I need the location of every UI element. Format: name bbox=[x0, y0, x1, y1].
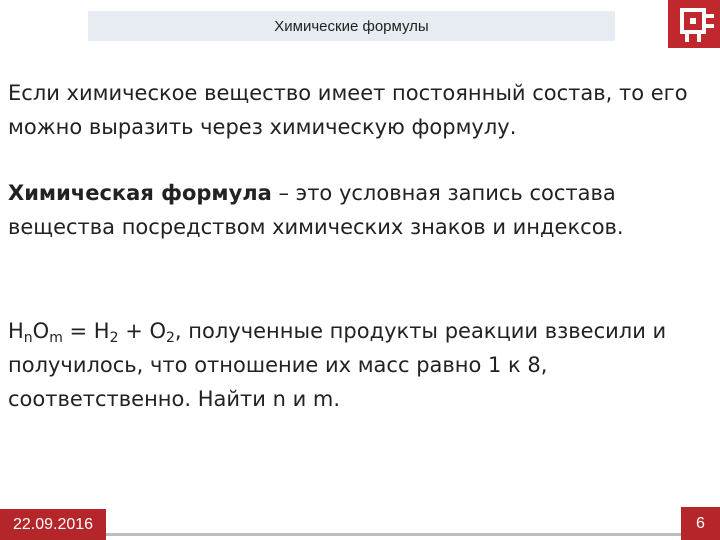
formula-o: O bbox=[32, 319, 50, 343]
definition-term: Химическая формула bbox=[8, 181, 272, 205]
intro-paragraph: Если химическое вещество имеет постоянный состав, то его можно выразить через химическую формулу. bbox=[8, 81, 688, 139]
formula-h: H bbox=[8, 319, 24, 343]
formula-paragraph bbox=[8, 314, 708, 416]
definition-paragraph bbox=[8, 176, 708, 244]
slide-date: 22.09.2016 bbox=[0, 509, 106, 540]
slide-title: Химические формулы bbox=[88, 11, 615, 41]
formula-o2-index: 2 bbox=[166, 330, 175, 346]
formula-o-index: m bbox=[49, 330, 63, 346]
formula-description: , полученные продукты реакции взвесили и получилось, что отношение их масс равно 1 к 8, соответственно. Найти n и m. bbox=[8, 319, 667, 411]
footer-divider bbox=[0, 533, 720, 536]
definition-text: – это условная запись состава вещества посредством химических знаков и индексов. bbox=[8, 181, 624, 239]
page-number: 6 bbox=[681, 507, 720, 540]
chip-logo-icon bbox=[668, 0, 720, 48]
formula-equals-h: = H bbox=[62, 319, 110, 343]
formula-plus-o: + O bbox=[118, 319, 166, 343]
formula-h2-index: 2 bbox=[109, 330, 119, 346]
formula-h-index: n bbox=[23, 330, 33, 346]
